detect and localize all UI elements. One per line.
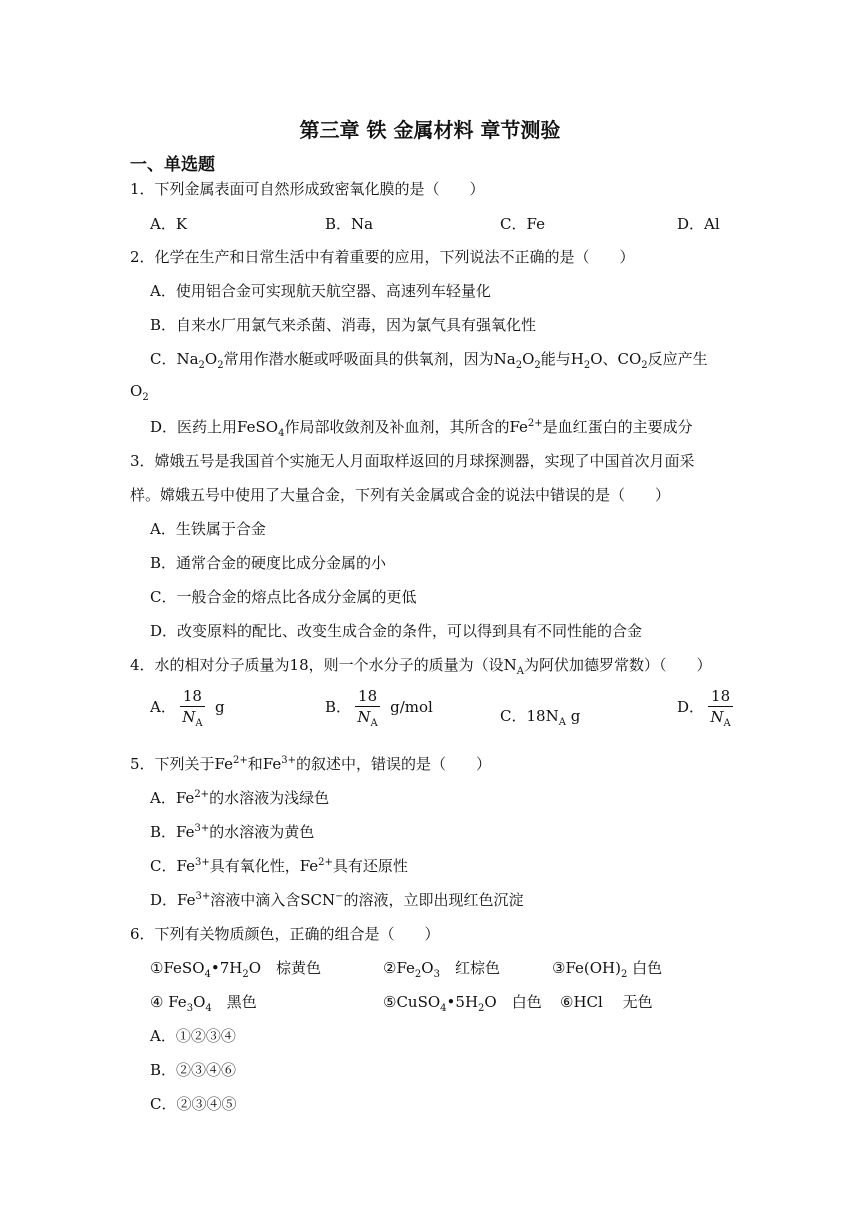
question-6-stem: 6．下列有关物质颜色，正确的组合是（ ） xyxy=(130,925,440,943)
question-1-stem: 1．下列金属表面可自然形成致密氧化膜的是（ ） xyxy=(130,180,485,198)
q1-option-d: D．Al xyxy=(677,215,720,233)
q4-option-c: C．$18N_A$ g xyxy=(500,707,581,728)
q3-option-c: C．一般合金的熔点比各成分金属的更低 xyxy=(150,588,417,606)
fraction-18-over-na: $\frac{18}{N_A}$ xyxy=(180,688,205,725)
q6-item-6: ⑥HCl 无色 xyxy=(560,993,653,1011)
q3-option-b: B．通常合金的硬度比成分金属的小 xyxy=(150,554,387,572)
question-4-stem: 4．水的相对分子质量为18，则一个水分子的质量为（设$N_A$为阿伏加德罗常数）（ ） xyxy=(130,656,712,677)
q6-item-4: ④ $Fe_3O_4$ 黑色 xyxy=(150,993,257,1014)
q5-option-a: A．$Fe^{2+}$的水溶液为浅绿色 xyxy=(150,789,330,807)
q6-option-b: B．②③④⑥ xyxy=(150,1061,237,1079)
q2-option-a: A．使用铝合金可实现航天航空器、高速列车轻量化 xyxy=(150,282,491,300)
q6-item-3: $③Fe(OH)_2$ 白色 xyxy=(552,959,663,980)
q5-option-d: D．$Fe^{3+}$溶液中滴入含SCN−的溶液，立即出现红色沉淀 xyxy=(150,891,524,909)
q1-option-b: B．Na xyxy=(325,215,374,233)
q2-option-d: D．医药上用FeSO$_4$作局部收敛剂及补血剂，其所含的$Fe^{2+}$是血红蛋白的主要成分 xyxy=(150,418,693,439)
question-2-stem: 2．化学在生产和日常生活中有着重要的应用，下列说法不正确的是（ ） xyxy=(130,248,635,266)
q4-option-a: A． $\frac{18}{N_A}$ g xyxy=(150,687,225,729)
page-title: 第三章 铁 金属材料 章节测验 xyxy=(299,118,561,142)
q4-option-d: D． $\frac{18}{N_A}$ xyxy=(677,688,737,725)
q3-option-a: A．生铁属于合金 xyxy=(150,520,266,538)
fraction-18-over-na: $\frac{18}{N_A}$ xyxy=(355,688,380,725)
q6-item-2: $②Fe_2O_3$ 红棕色 xyxy=(383,959,500,980)
q6-option-c: C．②③④⑤ xyxy=(150,1095,237,1113)
q6-item-1: $①FeSO_4•7H_2O$ 棕黄色 xyxy=(150,959,322,980)
q2-option-b: B．自来水厂用氯气来杀菌、消毒，因为氯气具有强氧化性 xyxy=(150,316,537,334)
q1-option-a: A．K xyxy=(150,215,188,233)
q5-option-b: B．$Fe^{3+}$的水溶液为黄色 xyxy=(150,823,315,841)
fraction-18-over-na: $\frac{18}{N_A}$ xyxy=(708,688,733,725)
question-3-stem-line1: 3．嫦娥五号是我国首个实施无人月面取样返回的月球探测器，实现了中国首次月面采 xyxy=(130,452,695,470)
q5-option-c: C．$Fe^{3+}$具有氧化性，$Fe^{2+}$具有还原性 xyxy=(150,857,408,875)
q2-option-c-continued: $O_2$ xyxy=(130,382,149,403)
section-heading: 一、单选题 xyxy=(130,155,215,175)
q4-option-b: B． $\frac{18}{N_A}$ g/mol xyxy=(325,687,433,729)
question-5-stem: 5．下列关于$Fe^{2+}$和$Fe^{3+}$的叙述中，错误的是（ ） xyxy=(130,755,491,773)
q2-option-c: C．$Na_2O_2$常用作潜水艇或呼吸面具的供氧剂，因为$Na_2O_2$能与$H_2O$、$CO_2$反应产生 xyxy=(150,350,708,371)
q6-option-a: A．①②③④ xyxy=(150,1027,236,1045)
q1-option-c: C．Fe xyxy=(500,215,545,233)
q6-item-5: $⑤CuSO_4•5H_2O$ 白色 xyxy=(383,993,542,1014)
q3-option-d: D．改变原料的配比、改变生成合金的条件，可以得到具有不同性能的合金 xyxy=(150,622,643,640)
question-3-stem-line2: 样。嫦娥五号中使用了大量合金，下列有关金属或合金的说法中错误的是（ ） xyxy=(130,486,671,504)
